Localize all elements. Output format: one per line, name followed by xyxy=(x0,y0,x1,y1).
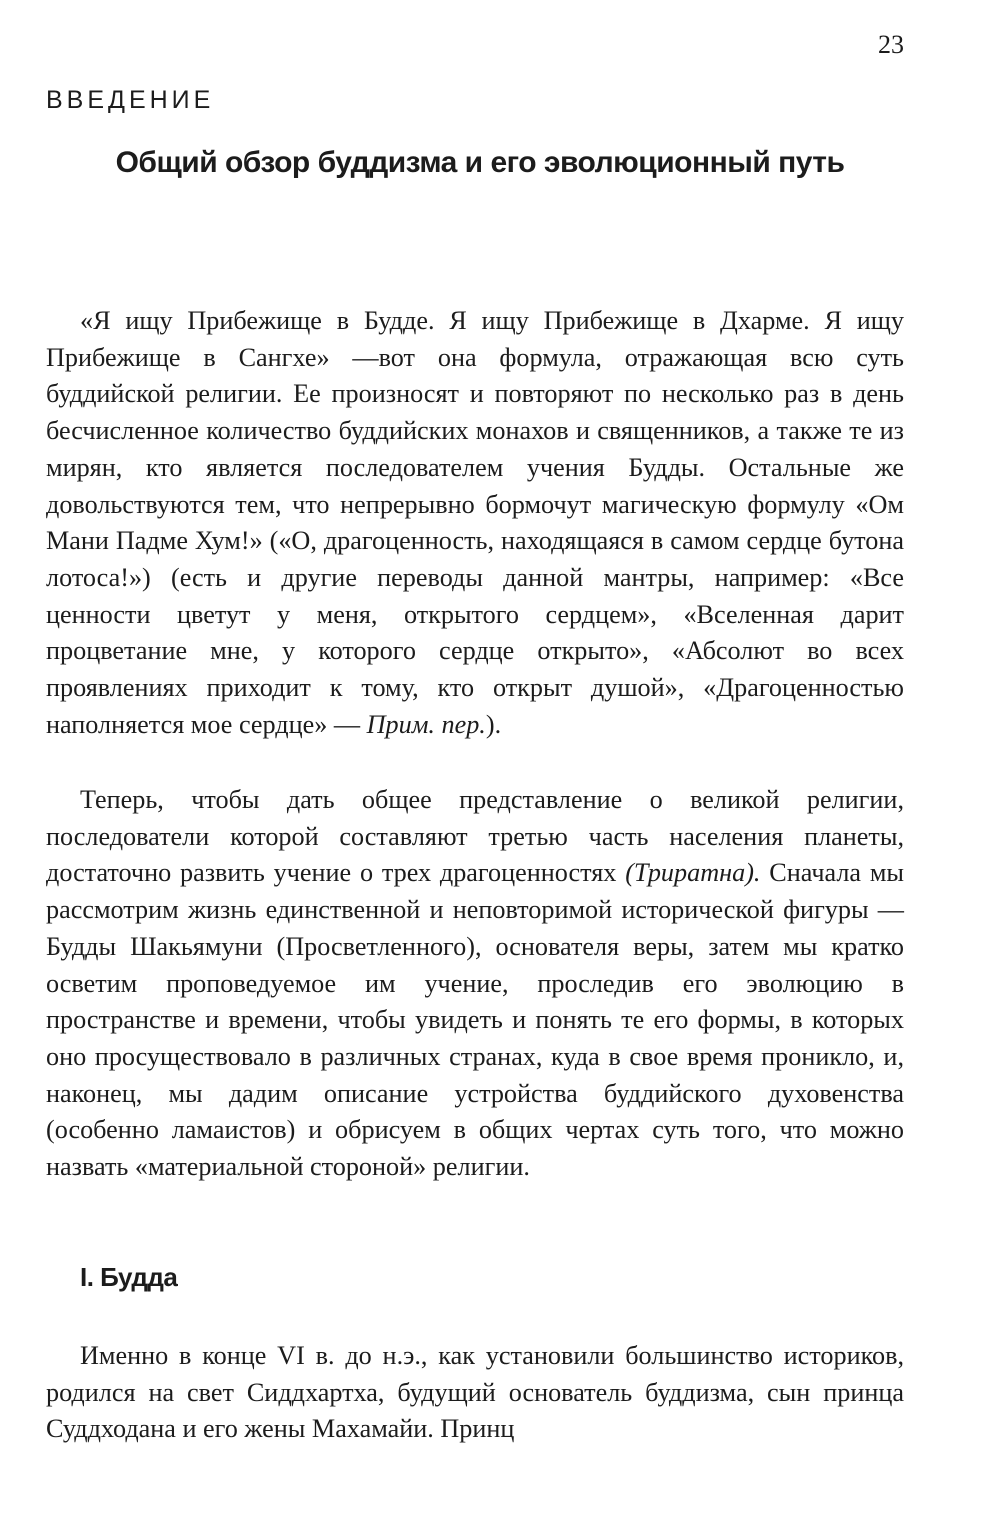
chapter-label: ВВЕДЕНИЕ xyxy=(46,86,215,114)
paragraph-2-text: Теперь, чтобы дать общее представление о великой религии, последователи которой составляют третью часть населения планеты, достаточно развить учение о трех драгоценностях xyxy=(46,785,904,888)
paragraph-1 xyxy=(46,303,904,743)
section-heading: I. Будда xyxy=(80,1262,178,1292)
page-title: Общий обзор буддизма и его эволюционный путь xyxy=(115,146,845,179)
body-text-block-1 xyxy=(46,303,904,743)
triratna-term: (Триратна). xyxy=(625,858,761,888)
paragraph-1-text: «Я ищу Прибежище в Будде. Я ищу Прибежище в Дхарме. Я ищу Прибежище в Сангхе» —вот она формула, отражающая всю суть буддийской религии. Ее произносят и повторяют по несколько раз в день бесчисленное количество буддийских монахов и священников, а также те из мирян, кто является последователем учения Будды. Остальные же довольствуются тем, что непрерывно бормочут магическую формулу «Ом Мани Падме Хум!» («О, драгоценность, находящаяся в самом сердце бутона лотоса!») (есть и другие переводы данной мантры, например: «Все ценности цветут у меня, открытого сердцем», «Вселенная дарит процветание мне, у которого сердце открыто», «Абсолют во всех проявлениях приходит к тому, кто открыт душой», «Драгоценностью наполняется мое сердце» — xyxy=(46,306,904,739)
body-text-block-3 xyxy=(46,1338,904,1448)
page-number: 23 xyxy=(878,30,904,59)
translator-note: Прим. пер. xyxy=(366,709,486,739)
paragraph-1-end: ). xyxy=(485,709,502,739)
body-text-block-2 xyxy=(46,782,904,1186)
paragraph-2 xyxy=(46,782,904,1186)
paragraph-3: Именно в конце VI в. до н.э., как установили большинство историков, родился на свет Сиддхартха, будущий основатель буддизма, сын принца Суддходана и его жены Махамайи. Принц xyxy=(46,1341,904,1444)
paragraph-2-rest: Сначала мы рассмотрим жизнь единственной и неповторимой исторической фигуры — Будды Шакьямуни (Просветленного), основателя веры, затем мы кратко осветим проповедуемое им учение, проследив его эволюцию в пространстве и времени, чтобы увидеть и понять те его формы, в которых оно просуществовало в различных странах, куда в свое время проникло, и, наконец, мы дадим описание устройства буддийского духовенства (особенно ламаистов) и обрисуем в общих чертах суть того, что можно назвать «материальной стороной» религии. xyxy=(46,858,905,1182)
